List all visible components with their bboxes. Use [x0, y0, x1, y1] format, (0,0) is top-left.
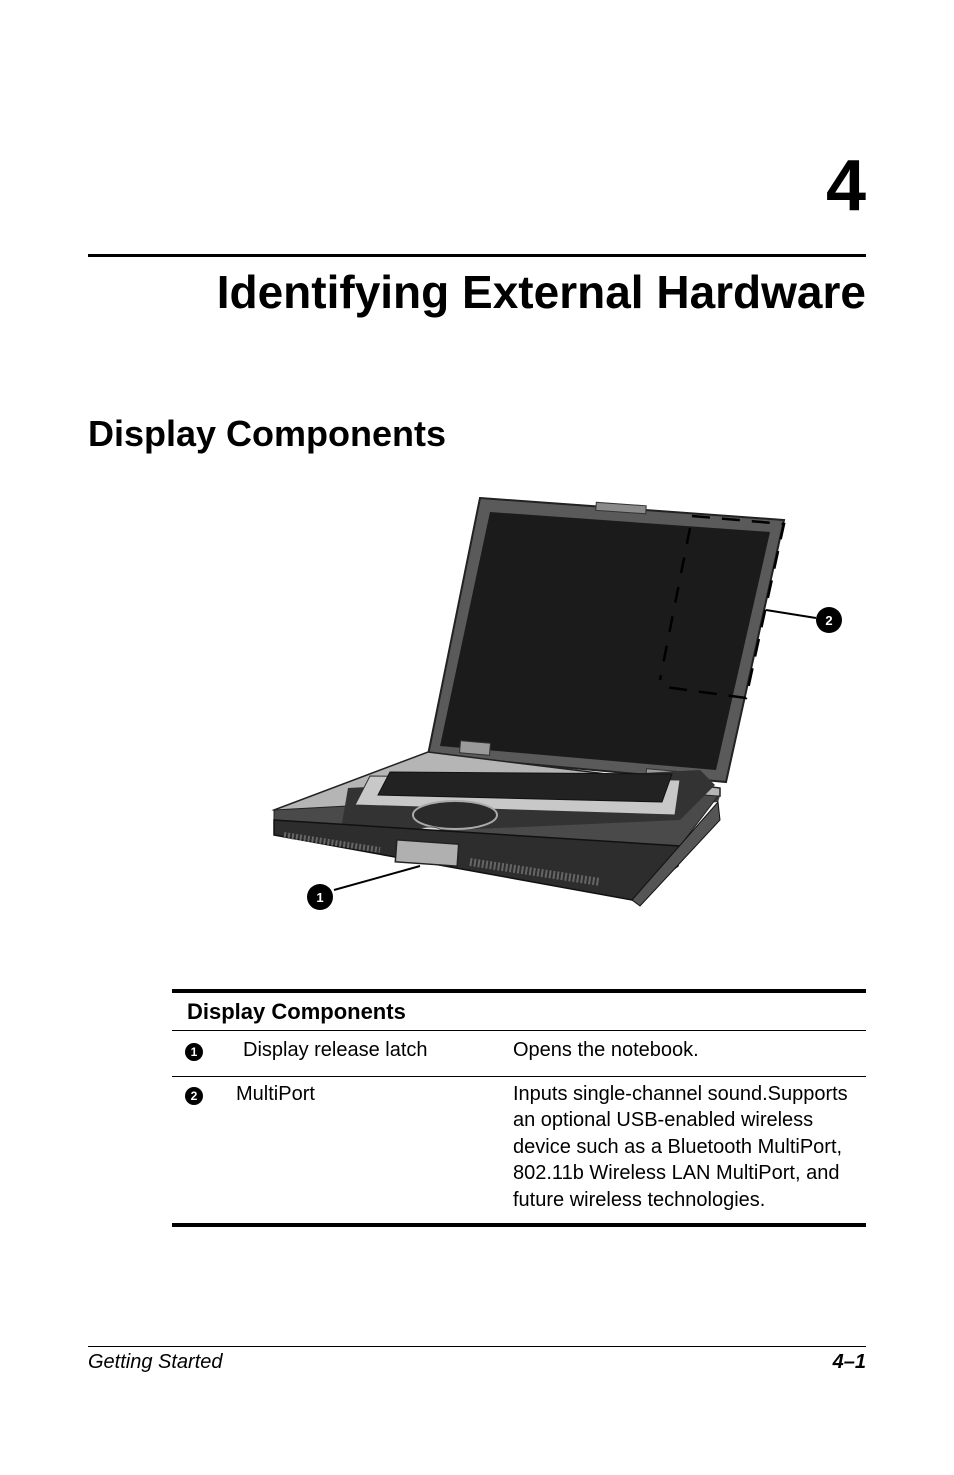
component-description: Inputs single-channel sound.Supports an optional USB-enabled wireless device such as a Bluetooth MultiPort, 802.11b Wireless LAN MultiPort, and future wireless technologies. — [513, 1082, 848, 1211]
component-description: Opens the notebook. — [513, 1039, 699, 1061]
table-row — [172, 1076, 866, 1224]
chapter-title: Identifying External Hardware — [216, 266, 866, 318]
chapter-rule — [88, 254, 866, 257]
callout-badge: 1 — [185, 1043, 203, 1061]
footer-rule — [88, 1346, 866, 1347]
component-name: Display release latch — [243, 1039, 428, 1061]
components-table — [172, 989, 866, 1227]
table-header: Display Components — [172, 993, 866, 1031]
table-row — [172, 1031, 866, 1076]
laptop-base — [274, 752, 720, 906]
laptop-display — [428, 498, 784, 783]
footer-page-number: 4–1 — [832, 1351, 866, 1373]
callout-badge: 2 — [185, 1087, 203, 1105]
laptop-illustration — [260, 490, 860, 920]
footer-book-title: Getting Started — [88, 1351, 223, 1373]
callout-2-label: 2 — [825, 613, 833, 628]
table-bottom-rule — [172, 1223, 866, 1227]
section-title: Display Components — [88, 413, 447, 454]
callout-1-label: 1 — [316, 890, 324, 905]
chapter-number: 4 — [825, 146, 866, 226]
component-name: MultiPort — [236, 1082, 315, 1105]
